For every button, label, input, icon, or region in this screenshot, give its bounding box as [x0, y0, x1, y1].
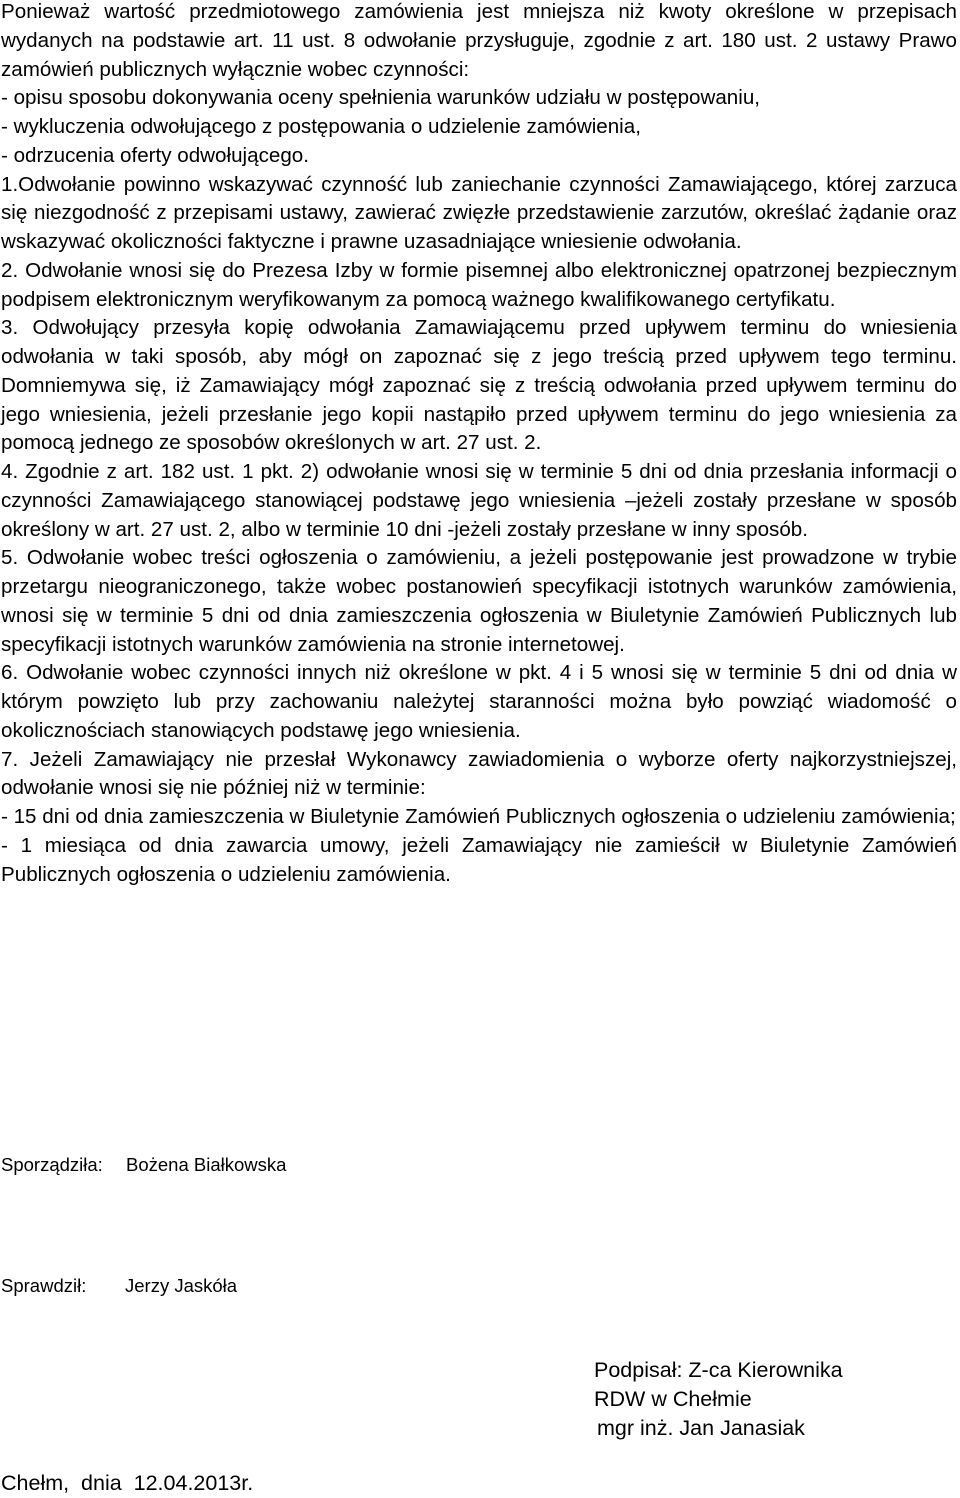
dash-item-rejection: - odrzucenia oferty odwołującego. [1, 143, 309, 167]
checked-by-name: Jerzy Jaskóła [125, 1275, 238, 1296]
point-7-dash-1-month: - 1 miesiąca od dnia zawarcia umowy, jeżeli Zamawiający nie zamieścił w Biuletynie Zamówień Publicznych ogłoszenia o udzieleniu zamówienia. [1, 833, 957, 886]
approved-by-title: Podpisał: Z-ca Kierownika [594, 1358, 843, 1382]
dash-item-exclusion: - wykluczenia odwołującego z postępowania o udzielenie zamówienia, [1, 115, 641, 138]
intro-paragraph: Ponieważ wartość przedmiotowego zamówienia jest mniejsza niż kwoty określone w przepisach wydanych na podstawie art. 11 ust. 8 odwołanie przysługuje, zgodnie z art. 180 ust. 2 ustawy Prawo zamówień publicznych wyłącznie wobec czynności: [1, 0, 957, 81]
point-6-paragraph: 6. Odwołanie wobec czynności innych niż określone w pkt. 4 i 5 wnosi się w terminie 5 dni od dnia w którym powzięto lub przy zachowaniu należytej staranności można było powziąć wiadomość o okolicznościach stanowiących podstawę jego wniesienia. [1, 661, 957, 742]
point-2-paragraph: 2. Odwołanie wnosi się do Prezesa Izby w formie pisemnej albo elektronicznej opatrzonej bezpiecznym podpisem elektronicznym weryfikowanym za pomocą ważnego kwalifikowanego certyfikatu. [1, 258, 957, 311]
point-4-paragraph: 4. Zgodnie z art. 182 ust. 1 pkt. 2) odwołanie wnosi się w terminie 5 dni od dnia przesłania informacji o czynności Zamawiającego stanowiącej podstawę jego wniesienia –jeżeli zostały przesłane w sposób określony w art. 27 ust. 2, albo w terminie 10 dni -jeżeli zostały przesłane w inny sposób. [1, 460, 957, 541]
prepared-by-name: Bożena Białkowska [126, 1154, 287, 1175]
document-body [1, 0, 957, 889]
point-1-paragraph: 1.Odwołanie powinno wskazywać czynność lub zaniechanie czynności Zamawiającego, której zarzuca się niezgodność z przepisami ustawy, zawierać zwięzłe przedstawienie zarzutów, określać żądanie oraz wskazywać okoliczności faktyczne i prawne uzasadniające wniesienie odwołania. [1, 172, 957, 253]
prepared-by-line [1, 1154, 286, 1176]
approved-by-block [594, 1356, 843, 1443]
point-7-paragraph: 7. Jeżeli Zamawiający nie przesłał Wykonawcy zawiadomienia o wyborze oferty najkorzystniejszej, odwołanie wnosi się nie później niż w terminie: [1, 747, 957, 800]
approved-by-name: mgr inż. Jan Janasiak [597, 1416, 805, 1440]
point-7-dash-15-days: - 15 dni od dnia zamieszczenia w Biuletynie Zamówień Publicznych ogłoszenia o udzieleniu zamówienia; [1, 805, 956, 828]
approved-by-office: RDW w Chełmie [594, 1387, 752, 1411]
prepared-by-label: Sporządziła: [1, 1154, 103, 1175]
dash-item-assessment: - opisu sposobu dokonywania oceny spełnienia warunków udziału w postępowaniu, [1, 86, 761, 110]
point-3-paragraph: 3. Odwołujący przesyła kopię odwołania Zamawiającemu przed upływem terminu do wniesienia odwołania w taki sposób, aby mógł on zapoznać się z jego treścią przed upływem tego terminu. Domniemywa się, iż Zamawiający mógł zapoznać się z treścią odwołania przed upływem terminu do jego wniesienia, jeżeli przesłanie jego kopii nastąpiło przed upływem terminu do jego wniesienia za pomocą jednego ze sposobów określonych w art. 27 ust. 2. [1, 316, 957, 455]
point-5-paragraph: 5. Odwołanie wobec treści ogłoszenia o zamówieniu, a jeżeli postępowanie jest prowadzone w trybie przetargu nieograniczonego, także wobec postanowień specyfikacji istotnych warunków zamówienia, wnosi się w terminie 5 dni od dnia zamieszczenia ogłoszenia w Biuletynie Zamówień Publicznych lub specyfikacji istotnych warunków zamówienia na stronie internetowej. [1, 546, 957, 656]
place-and-date: Chełm, dnia 12.04.2013r. [1, 1471, 254, 1495]
checked-by-label: Sprawdził: [1, 1275, 87, 1296]
checked-by-line [1, 1275, 237, 1297]
